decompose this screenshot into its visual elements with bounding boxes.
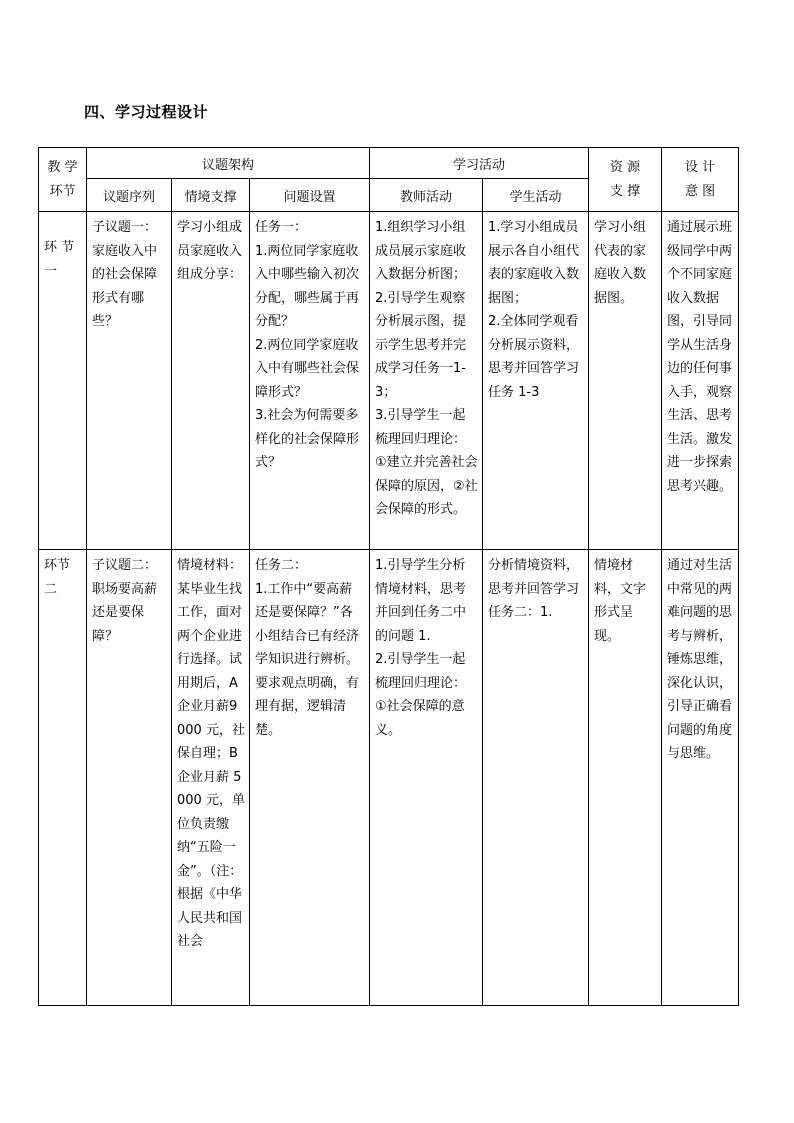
student-text: 1.学习小组成员展示各自小组代表的家庭收入数据图； 2.全体同学观看分析展示资料，思考并回答学习任务 1-3	[488, 220, 580, 400]
teacher-cell	[370, 212, 483, 550]
header-student-activity	[483, 179, 589, 212]
situation-cell	[172, 212, 250, 550]
stage-cell	[39, 212, 87, 550]
header-question-setting	[250, 179, 370, 212]
situation-text: 学习小组成员家庭收入组成分享：	[177, 220, 243, 282]
intent-text: 通过展示班级同学中两个不同家庭收入数据图，引导同学从生活身边的任何事入手，观察生活、思考生活。激发进一步探索思考兴趣。	[667, 220, 733, 494]
table-row	[39, 212, 739, 550]
teacher-cell	[370, 550, 483, 1006]
student-cell	[483, 550, 589, 1006]
header-teacher-activity-label: 教师活动	[399, 189, 452, 205]
intent-text: 通过对生活中常见的两难问题的思考与辨析，锤炼思维，深化认识，引导正确看问题的角度与思维。	[667, 558, 733, 761]
situation-cell	[172, 550, 250, 1006]
teacher-text: 1.引导学生分析情境材料，思考并回到任务二中的问题 1. 2.引导学生一起梳理回归理论： ①社会保障的意义。	[375, 558, 467, 738]
header-question-setting-label: 问题设置	[283, 189, 336, 205]
header-resources-label: 资 源 支 撑	[609, 159, 641, 199]
intent-cell	[662, 550, 739, 1006]
topic-cell	[87, 550, 172, 1006]
stage-cell	[39, 550, 87, 1006]
header-resources	[589, 148, 662, 212]
situation-text: 情境材料：某毕业生找工作，面对两个企业进行选择。试用期后，A企业月薪9000 元，社保自理；B 企业月薪 5000 元，单位负责缴纳“五险一金”。（注：根据《中华人民共和国社会	[177, 558, 245, 949]
section-heading: 四、学习过程设计	[84, 103, 209, 121]
header-situation-support	[172, 179, 250, 212]
header-design-intent	[662, 148, 739, 212]
header-stage-label: 教 学 环节	[47, 159, 78, 199]
resources-text: 学习小组代表的家庭收入数据图。	[594, 220, 647, 306]
teacher-text: 1.组织学习小组成员展示家庭收入数据分析图； 2.引导学生观察分析展示图，提示学生思考并完成学习任务一1-3； 3.引导学生一起梳理回归理论： ①建立并完善社会保障的原因，②社会保障的形式。	[375, 220, 478, 517]
header-teacher-activity	[370, 179, 483, 212]
header-learning-activity	[370, 148, 589, 179]
questions-cell	[250, 212, 370, 550]
header-topic-sequence-label: 议题序列	[102, 189, 155, 205]
student-text: 分析情境资料，思考并回答学习任务二：1.	[488, 558, 580, 620]
header-topic-framework	[87, 148, 370, 179]
header-learning-activity-label: 学习活动	[453, 157, 506, 173]
questions-cell	[250, 550, 370, 1006]
topic-text: 子议题二：职场要高薪还是要保障？	[92, 558, 158, 644]
resources-text: 情境材料，文字形式呈现。	[594, 558, 647, 644]
table-row	[39, 550, 739, 1006]
topic-text: 子议题一：家庭收入中的社会保障形式有哪些？	[92, 220, 158, 329]
header-student-activity-label: 学生活动	[509, 189, 562, 205]
stage-label: 环节 二	[44, 558, 71, 597]
stage-label: 环 节 一	[44, 240, 75, 279]
lesson-design-table	[38, 147, 739, 1006]
topic-cell	[87, 212, 172, 550]
header-topic-sequence	[87, 179, 172, 212]
questions-text: 任务二： 1.工作中“要高薪还是要保障？”各小组结合已有经济学知识进行辨析。要求观点明确，有理有据，逻辑清楚。	[255, 558, 360, 738]
questions-text: 任务一： 1.两位同学家庭收入中哪些输入初次分配，哪些属于再分配？ 2.两位同学家庭收入中有哪些社会保障形式？ 3.社会为何需要多样化的社会保障形式？	[255, 220, 360, 470]
resources-cell	[589, 550, 662, 1006]
header-design-intent-label: 设 计 意 图	[684, 159, 716, 199]
header-situation-support-label: 情境支撑	[184, 189, 237, 205]
header-topic-framework-label: 议题架构	[201, 157, 254, 173]
header-stage	[39, 148, 87, 212]
intent-cell	[662, 212, 739, 550]
resources-cell	[589, 212, 662, 550]
student-cell	[483, 212, 589, 550]
